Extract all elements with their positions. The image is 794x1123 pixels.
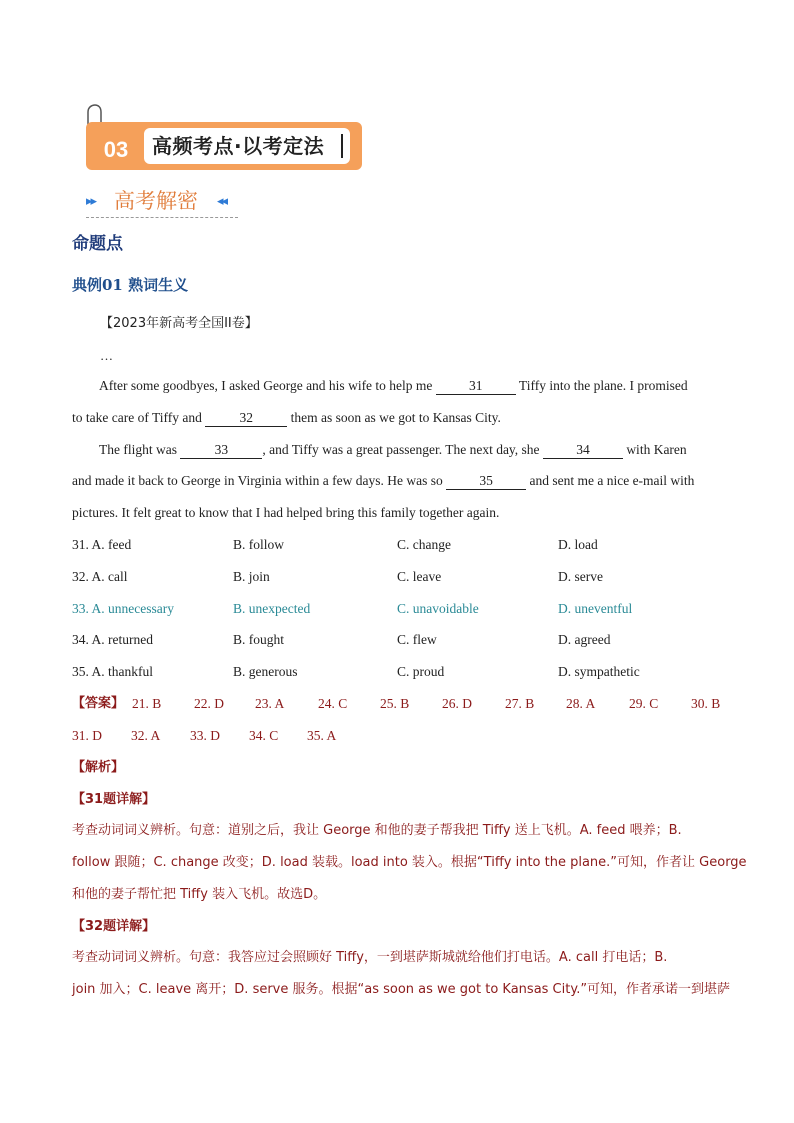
passage-line-5: pictures. It felt great to know that I had helped bring this family together again. [72,505,500,520]
answers-row-1: 【答案】 21. B 22. D 23. A 24. C 25. B 26. D 27. B 28. A 29. C 30. B [72,694,732,714]
dashed-divider [86,217,238,218]
heading-proposition: 命题点 [72,234,123,254]
passage-line-3: The flight was 33 , and Tiffy was a great passenger. The next day, she 34 with Karen [99,442,687,457]
options-row-34: 34. A. returned B. fought C. flew D. agreed [72,632,611,647]
q31-line-2: follow 跟随；C. change 改变；D. load 装载。load into 装入。根据“Tiffy into the plane.”可知，作者让 George [72,855,747,870]
heading-example: 典例01 熟词生义 [72,276,189,294]
sub-header [86,186,246,220]
text-cursor [341,134,343,158]
options-row-31: 31. A. feed B. follow C. change D. load [72,537,598,552]
answer-label: 【答案】 [72,696,125,711]
passage-line-2: to take care of Tiffy and 32 them as soon as we got to Kansas City. [72,410,501,425]
blank-33: 33 [180,442,262,459]
passage-line-4: and made it back to George in Virginia within a few days. He was so 35 and sent me a nice e-mail with [72,473,695,488]
blank-34: 34 [543,442,623,459]
q31-label: 【31题详解】 [72,792,156,807]
ellipsis: … [100,348,113,363]
section-banner [86,104,366,174]
options-row-33: 33. A. unnecessary B. unexpected C. unavoidable D. uneventful [72,601,633,616]
q31-line-3: 和他的妻子帮忙把 Tiffy 装入飞机。故选D。 [72,887,327,902]
double-arrow-left-icon: ◂◂ [217,194,227,209]
source-label: 【2023年新高考全国II卷】 [100,316,258,331]
q31-line-1: 考查动词词义辨析。句意：道别之后，我让 George 和他的妻子帮我把 Tiffy 送上飞机。A. feed 喂养；B. [72,823,682,838]
q32-label: 【32题详解】 [72,919,156,934]
blank-31: 31 [436,378,516,395]
options-row-35: 35. A. thankful B. generous C. proud D. sympathetic [72,664,640,679]
double-arrow-right-icon: ▸▸ [86,194,96,209]
q32-line-2: join 加入；C. leave 离开；D. serve 服务。根据“as soon as we got to Kansas City.”可知，作者承诺一到堪萨 [72,982,731,997]
section-title: 高频考点·以考定法 [152,134,325,158]
sub-header-title: 高考解密 [114,189,198,213]
options-row-32: 32. A. call B. join C. leave D. serve [72,569,603,584]
analysis-label: 【解析】 [72,760,125,775]
q32-line-1: 考查动词词义辨析。句意：我答应过会照顾好 Tiffy，一到堪萨斯城就给他们打电话。A. call 打电话；B. [72,950,668,965]
blank-35: 35 [446,473,526,490]
answers-row-2: 31. D 32. A 33. D 34. C 35. A [72,728,337,743]
blank-32: 32 [205,410,287,427]
passage-line-1: After some goodbyes, I asked George and his wife to help me 31 Tiffy into the plane. I promised [99,378,688,393]
section-number: 03 [103,137,129,162]
